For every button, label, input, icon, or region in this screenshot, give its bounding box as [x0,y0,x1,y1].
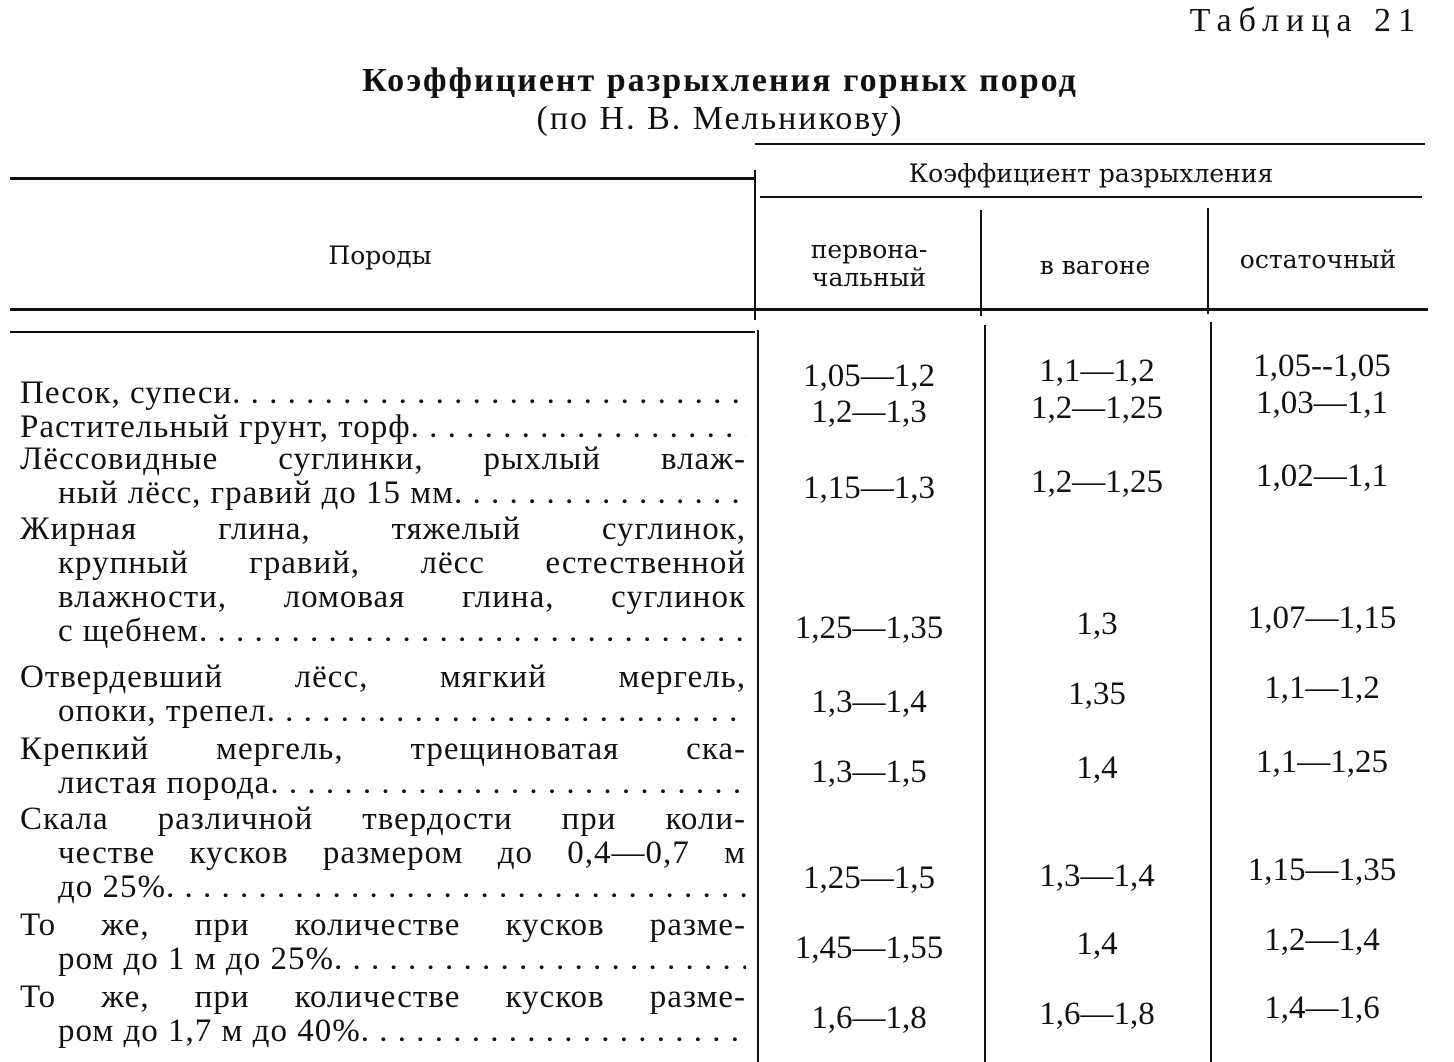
rock-line: крупный гравий, лёсс естественной [58,545,746,581]
rock-name [20,410,746,444]
body-divider-1 [757,330,759,1062]
rock-line: Скала различной твердости при коли- [20,801,746,837]
rock-line: Крепкий мергель, трещиноватая ска- [20,731,746,767]
value-residual: 1,07—1,15 [1247,600,1397,636]
header-residual: остаточный [1239,245,1397,274]
value-in-wagon: 1,2—1,25 [1031,390,1163,426]
rock-name [20,802,746,904]
rock-line: честве кусков размером до 0,4—0,7 м [58,835,746,871]
table-subtitle: (по Н. В. Мельникову) [536,100,904,137]
value-initial: 1,45—1,55 [794,930,944,966]
header-rule [10,308,1428,311]
rock-name [20,980,746,1048]
header-initial-line1: первона- [810,235,928,264]
body-divider-2 [984,325,986,1062]
value-initial: 1,25—1,35 [794,610,944,646]
value-in-wagon: 1,6—1,8 [1039,996,1155,1032]
header-initial-line2: чальный [811,262,927,292]
header-coefficient: Коэффициент разрыхления [908,159,1274,188]
value-initial: 1,3—1,5 [811,754,927,790]
top-rule-right [755,143,1425,145]
rock-line: То же, при количестве кусков разме- [20,907,746,943]
value-in-wagon: 1,1—1,2 [1039,353,1155,389]
rock-line: То же, при количестве кусков разме- [20,979,746,1015]
value-initial: 1,25—1,5 [803,860,935,896]
rock-name [20,442,746,510]
rock-line: Жирная глина, тяжелый суглинок, [20,511,746,547]
rock-name [20,908,746,976]
rock-line: ный лёсс, гравий до 15 мм [58,475,455,511]
rock-line: влажности, ломовая глина, суглинок [58,579,746,615]
rock-line: Песок, супеси [20,375,233,411]
rock-name [20,376,746,410]
value-residual: 1,03—1,1 [1256,385,1388,421]
value-initial: 1,2—1,3 [811,394,927,430]
value-residual: 1,15—1,35 [1247,852,1397,888]
rock-line: ром до 1 м до 25% [58,941,334,977]
value-in-wagon: 1,4 [1076,750,1118,786]
table-number: Таблица 21 [1189,2,1422,39]
rock-line: ром до 1,7 м до 40% [58,1013,361,1049]
rock-name [20,512,746,648]
value-in-wagon: 1,4 [1076,926,1118,962]
value-residual: 1,05--1,05 [1253,348,1391,384]
col-divider-2 [980,210,982,316]
value-in-wagon: 1,3 [1076,606,1118,642]
value-in-wagon: 1,2—1,25 [1031,464,1163,500]
value-in-wagon: 1,35 [1068,676,1126,712]
rock-line: Растительный грунт, торф [20,409,411,445]
value-residual: 1,4—1,6 [1264,990,1380,1026]
rock-line: Отвердевший лёсс, мягкий мергель, [20,659,746,695]
value-initial: 1,3—1,4 [811,684,927,720]
table-title: Коэффициент разрыхления горных пород [362,62,1078,99]
coefficient-rule [760,196,1422,198]
value-initial: 1,6—1,8 [811,1000,927,1036]
value-initial: 1,05—1,2 [803,358,935,394]
rock-line: до 25% [58,869,167,905]
rock-name [20,660,746,728]
col-divider-3 [1207,208,1209,314]
value-residual: 1,2—1,4 [1264,922,1380,958]
header-rocks: Породы [328,241,432,270]
header-rule-2 [10,331,755,333]
rock-line: опоки, трепел [58,693,267,729]
rock-name [20,732,746,800]
body-divider-3 [1210,322,1212,1062]
header-in-wagon: в вагоне [1039,251,1151,280]
rock-line: Лёссовидные суглинки, рыхлый влаж- [20,441,746,477]
rock-line: листая порода [58,765,271,801]
value-residual: 1,1—1,2 [1264,670,1380,706]
header-initial [760,236,978,291]
col-divider-1 [754,170,756,320]
value-residual: 1,1—1,25 [1256,744,1388,780]
top-rule [10,177,755,180]
rock-line: с щебнем [58,613,199,649]
value-in-wagon: 1,3—1,4 [1039,858,1155,894]
value-initial: 1,15—1,3 [803,470,935,506]
value-residual: 1,02—1,1 [1256,458,1388,494]
